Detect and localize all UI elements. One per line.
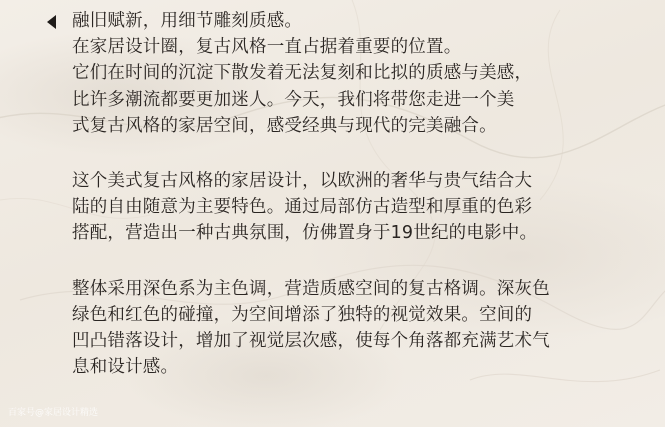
text-line: 凹凸错落设计，增加了视觉层次感，使每个角落都充满艺术气 [72, 331, 550, 352]
paragraph-intro [72, 8, 657, 139]
paragraph-color [72, 276, 657, 381]
text-line: 比许多潮流都要更加迷人。今天，我们将带您走进一个美 [72, 89, 515, 110]
text-line: 式复古风格的家居空间，感受经典与现代的完美融合。 [72, 115, 497, 136]
text-line: 搭配，营造出一种古典氛围，仿佛置身于19世纪的电影中。 [72, 223, 538, 244]
paragraph-spacer [72, 247, 657, 276]
text-line: 融旧赋新，用细节雕刻质感。 [72, 11, 303, 31]
text-line: 它们在时间的沉淀下散发着无法复刻和比拟的质感与美感， [72, 63, 533, 84]
paragraph-spacer [72, 139, 657, 168]
text-line: 陆的自由随意为主要特色。通过局部仿古造型和厚重的色彩 [72, 197, 533, 218]
text-line: 这个美式复古风格的家居设计，以欧洲的奢华与贵气结合大 [72, 171, 533, 192]
paragraph-style [72, 168, 657, 247]
article-body [72, 8, 657, 380]
text-line: 在家居设计圈，复古风格一直占据着重要的位置。 [72, 37, 462, 58]
text-line: 息和设计感。 [72, 357, 179, 378]
left-triangle-icon [47, 15, 56, 29]
watermark: 百家号@家居设计精选 [8, 408, 99, 418]
text-line: 绿色和红色的碰撞，为空间增添了独特的视觉效果。空间的 [72, 304, 533, 325]
text-line: 整体采用深色系为主色调，营造质感空间的复古格调。深灰色 [72, 278, 550, 299]
